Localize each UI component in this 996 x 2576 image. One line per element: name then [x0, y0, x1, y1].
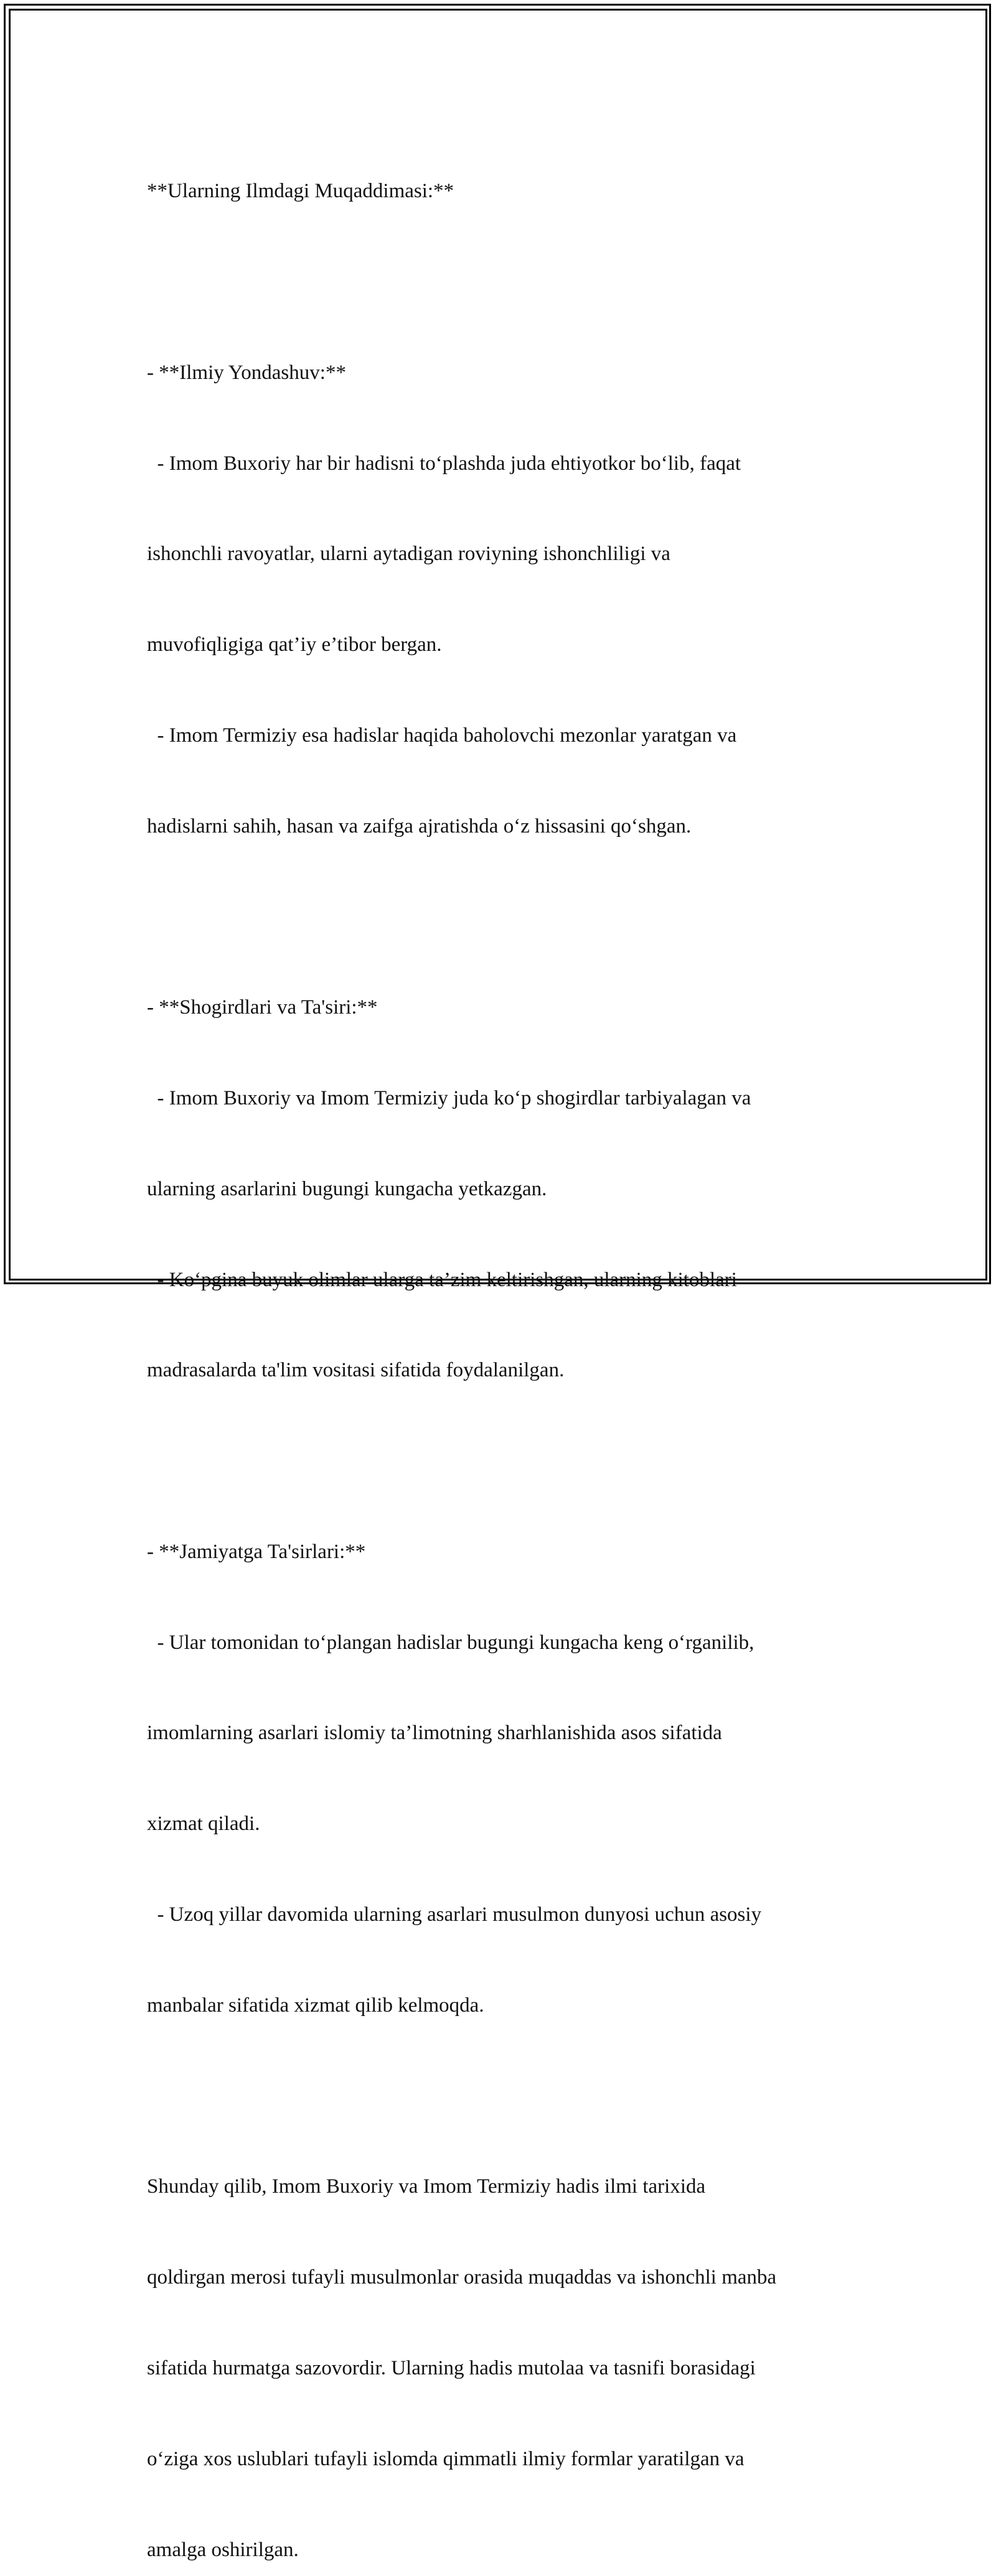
text-line: madrasalarda ta'lim vositasi sifatida foydalanilgan.: [147, 1359, 565, 1382]
blank-line: [147, 267, 857, 297]
document-body: [147, 116, 857, 2576]
text-line: hadislarni sahih, hasan va zaifga ajratishda o‘z hissasini qo‘shgan.: [147, 814, 692, 838]
text-line: manbalar sifatida xizmat qilib kelmoqda.: [147, 1994, 484, 2017]
section-heading-line: - **Shogirdlari va Ta'siri:**: [147, 996, 378, 1019]
text-line: - Ko‘pgina buyuk olimlar ularga ta’zim keltirishgan, ularning kitoblari: [147, 1268, 737, 1291]
text-line: xizmat qiladi.: [147, 1813, 260, 1836]
text-line: sifatida hurmatga sazovordir. Ularning hadis mutolaa va tasnifi borasidagi: [147, 2356, 756, 2379]
heading-line: **Ularning Ilmdagi Muqaddimasi:**: [147, 180, 454, 203]
blank-line: [147, 902, 857, 932]
section-heading-line: - **Ilmiy Yondashuv:**: [147, 361, 346, 384]
text-line: imomlarning asarlari islomiy ta’limotning sharhlanishida asos sifatida: [147, 1722, 722, 1745]
text-line: amalga oshirilgan.: [147, 2538, 299, 2561]
text-line: - Imom Termiziy esa hadislar haqida baholovchi mezonlar yaratgan va: [147, 724, 737, 747]
text-line: o‘ziga xos uslublari tufayli islomda qimmatli ilmiy formlar yaratilgan va: [147, 2447, 745, 2470]
section-heading-line: - **Jamiyatga Ta'sirlari:**: [147, 1540, 366, 1563]
blank-line: [147, 1446, 857, 1477]
text-line: - Imom Buxoriy har bir hadisni to‘plashda juda ehtiyotkor bo‘lib, faqat: [147, 452, 741, 475]
text-line: - Uzoq yillar davomida ularning asarlari musulmon dunyosi uchun asosiy: [147, 1903, 762, 1926]
text-line: - Imom Buxoriy va Imom Termiziy juda ko‘p shogirdlar tarbiyalagan va: [147, 1087, 751, 1109]
text-line: ularning asarlarini bugungi kungacha yetkazgan.: [147, 1177, 547, 1200]
blank-line: [147, 2081, 857, 2112]
text-line: qoldirgan merosi tufayli musulmonlar orasida muqaddas va ishonchli manba: [147, 2266, 777, 2289]
text-line: - Ular tomonidan to‘plangan hadislar bugungi kungacha keng o‘rganilib,: [147, 1631, 754, 1654]
text-line: muvofiqligiga qat’iy e’tibor bergan.: [147, 633, 442, 656]
text-line: ishonchli ravoyatlar, ularni aytadigan roviyning ishonchliligi va: [147, 543, 670, 566]
text-line: Shunday qilib, Imom Buxoriy va Imom Termiziy hadis ilmi tarixida: [147, 2175, 706, 2198]
